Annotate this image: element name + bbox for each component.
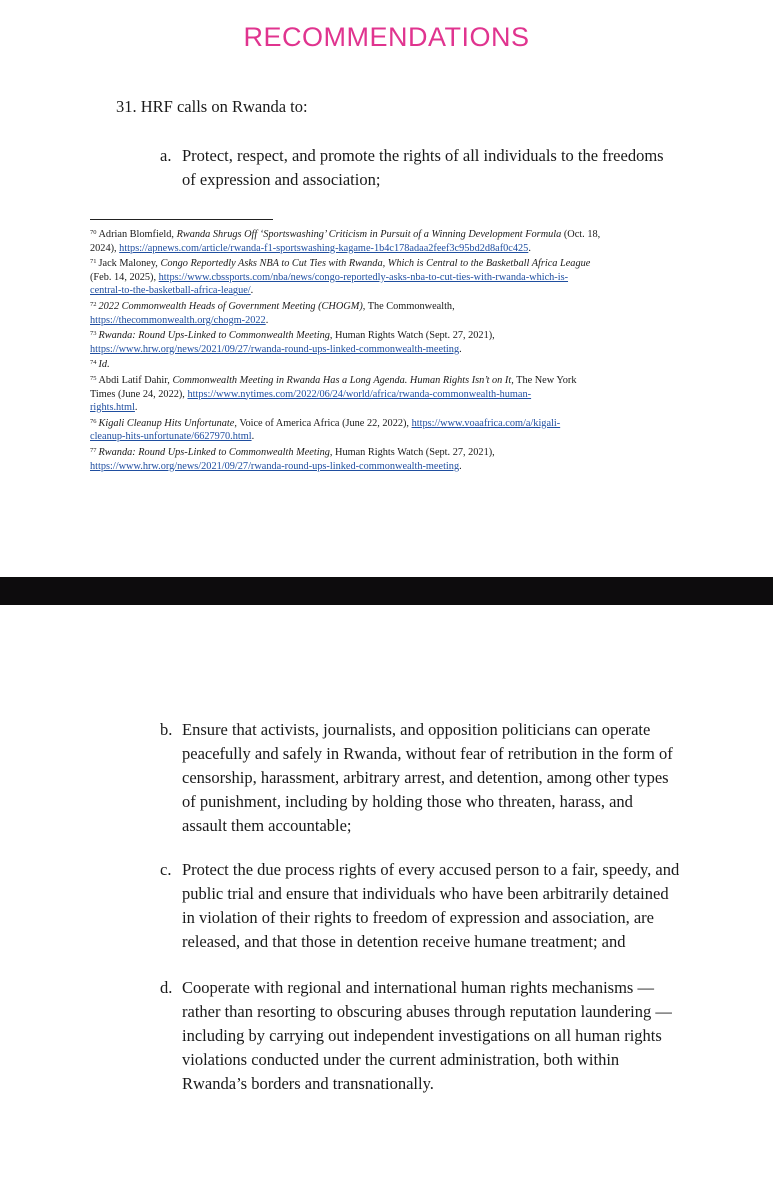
footnote-text: (Oct. 18, bbox=[561, 229, 601, 240]
footnote-76 bbox=[90, 415, 700, 444]
recommendation-d-text bbox=[182, 976, 672, 1096]
footnote-text: , Human Rights Watch (Sept. 27, 2021), bbox=[329, 330, 495, 342]
text-line: peacefully and safely in Rwanda, without fear of retribution in the form of bbox=[182, 744, 673, 763]
footnote-line bbox=[99, 418, 561, 429]
paragraph-31: 31. HRF calls on Rwanda to: bbox=[116, 97, 308, 116]
footnote-line bbox=[99, 229, 601, 240]
footnote-line bbox=[99, 447, 495, 458]
text-line: censorship, harassment, arbitrary arrest, and detention, among other types bbox=[182, 768, 669, 787]
text-line: public trial and ensure that individuals who have been arbitrarily detained bbox=[182, 884, 669, 903]
footnote-74 bbox=[90, 356, 700, 372]
footnote-text: (Feb. 14, 2025), bbox=[90, 271, 159, 283]
recommendation-c-label: c. bbox=[160, 860, 172, 879]
text-line: in violation of their rights to freedom of expression and association, are bbox=[182, 908, 654, 927]
footnote-text: . bbox=[251, 431, 255, 443]
text-line: violations conducted under the current administration, both within bbox=[182, 1050, 620, 1069]
footnote-text: . bbox=[250, 285, 254, 297]
footnote-title: Commonwealth Meeting in Rwanda Has a Long Agenda. Human Rights Isn’t on It bbox=[172, 374, 512, 386]
recommendation-a-label: a. bbox=[160, 146, 172, 165]
footnote-title: Congo Reportedly Asks NBA to Cut Ties with Rwanda, Which is Central to the Basketball Africa League bbox=[160, 258, 591, 270]
footnote-number: 76 bbox=[90, 417, 97, 425]
footnote-link[interactable]: https://www.hrw.org/news/2021/09/27/rwanda-round-ups-linked-commonwealth-meeting bbox=[90, 460, 460, 472]
footnote-text: , The Commonwealth, bbox=[362, 300, 455, 312]
text-line: Cooperate with regional and international human rights mechanisms — bbox=[182, 978, 654, 997]
footnote-number: 73 bbox=[90, 330, 97, 338]
footnote-title: Id. bbox=[98, 359, 110, 371]
footnote-line bbox=[90, 401, 700, 415]
footnote-number: 72 bbox=[90, 300, 97, 308]
footnote-text: Times (June 24, 2022), bbox=[90, 388, 188, 400]
text-line: Ensure that activists, journalists, and opposition politicians can operate bbox=[182, 720, 651, 739]
text-line: Rwanda’s borders and transnationally. bbox=[182, 1074, 434, 1093]
footnote-line bbox=[90, 343, 700, 357]
text-line: Protect, respect, and promote the rights of all individuals to the freedoms bbox=[182, 146, 664, 165]
text-line: assault them accountable; bbox=[182, 816, 352, 835]
footnote-number: 77 bbox=[90, 446, 97, 454]
footnote-title: Kigali Cleanup Hits Unfortunate bbox=[98, 417, 235, 429]
text-line: including by carrying out independent investigations on all human rights bbox=[182, 1026, 662, 1045]
footnote-number: 74 bbox=[90, 359, 97, 367]
footnote-link[interactable]: cleanup-hits-unfortunate/6627970.html bbox=[90, 431, 252, 443]
footnote-line bbox=[99, 258, 591, 269]
footnote-text: . bbox=[134, 402, 138, 414]
footnote-number: 75 bbox=[90, 374, 97, 382]
section-heading: RECOMMENDATIONS bbox=[243, 22, 530, 52]
footnote-link[interactable]: central-to-the-basketball-africa-league/ bbox=[90, 285, 251, 297]
footnote-72 bbox=[90, 298, 700, 327]
footnote-line bbox=[90, 284, 700, 298]
text-line: Protect the due process rights of every accused person to a fair, speedy, and bbox=[182, 860, 680, 879]
footnote-line bbox=[90, 271, 700, 285]
recommendation-b-label: b. bbox=[160, 720, 173, 739]
footnote-text: Jack Maloney, bbox=[98, 258, 161, 270]
text-line: of punishment, including by holding those who threaten, harass, and bbox=[182, 792, 633, 811]
page-divider-band bbox=[0, 577, 773, 605]
footnote-number: 71 bbox=[90, 258, 97, 266]
footnote-title: Rwanda Shrugs Off ‘Sportswashing’ Criticism in Pursuit of a Winning Development Formula bbox=[176, 229, 562, 240]
footnote-line bbox=[99, 330, 495, 341]
footnote-line bbox=[90, 242, 700, 256]
footnote-text: . bbox=[459, 460, 462, 472]
footnote-77 bbox=[90, 444, 700, 473]
footnote-link[interactable]: https://www.cbssports.com/nba/news/congo-reportedly-asks-nba-to-cut-ties-with-rwanda-which-is- bbox=[158, 271, 569, 283]
footnotes bbox=[90, 226, 700, 473]
footnote-71 bbox=[90, 255, 700, 298]
footnote-text: 2024), bbox=[90, 242, 120, 254]
text-line: of expression and association; bbox=[182, 170, 381, 189]
footnote-line bbox=[99, 301, 455, 312]
footnote-text: Abdi Latif Dahir, bbox=[98, 374, 173, 386]
footnote-title: 2022 Commonwealth Heads of Government Meeting (CHOGM) bbox=[98, 300, 363, 312]
footnote-line bbox=[90, 430, 700, 444]
footnote-link[interactable]: rights.html bbox=[90, 402, 135, 414]
footnote-line bbox=[90, 388, 700, 402]
footnote-link[interactable]: https://www.hrw.org/news/2021/09/27/rwanda-round-ups-linked-commonwealth-meeting bbox=[90, 343, 460, 355]
footnote-text: Adrian Blomfield, bbox=[98, 229, 177, 240]
footnote-73 bbox=[90, 327, 700, 356]
footnote-link[interactable]: https://apnews.com/article/rwanda-f1-sportswashing-kagame-1b4c178adaa2feef3c95bd2d8af0c425 bbox=[119, 242, 529, 254]
footnote-text: . bbox=[459, 343, 462, 355]
text-line: released, and that those in detention receive humane treatment; and bbox=[182, 932, 626, 951]
footnote-70 bbox=[90, 226, 700, 255]
footnote-text: . bbox=[265, 314, 269, 326]
footnote-text: , Voice of America Africa (June 22, 2022), bbox=[234, 417, 412, 429]
footnote-link[interactable]: https://www.voaafrica.com/a/kigali- bbox=[411, 417, 561, 429]
footnote-text: , Human Rights Watch (Sept. 27, 2021), bbox=[329, 446, 495, 458]
footnote-line bbox=[99, 375, 577, 386]
footnote-link[interactable]: https://www.nytimes.com/2022/06/24/world/africa/rwanda-commonwealth-human- bbox=[187, 388, 532, 400]
footnote-link[interactable]: https://thecommonwealth.org/chogm-2022 bbox=[90, 314, 266, 326]
footnote-text: . bbox=[528, 242, 531, 254]
footnote-75 bbox=[90, 372, 700, 415]
footnote-line bbox=[90, 460, 700, 474]
footnote-title: Rwanda: Round Ups-Linked to Commonwealth Meeting bbox=[98, 330, 330, 342]
footnote-line bbox=[99, 359, 110, 370]
footnote-title: Rwanda: Round Ups-Linked to Commonwealth Meeting bbox=[98, 446, 330, 458]
recommendation-c-text bbox=[182, 858, 679, 954]
footnote-number: 70 bbox=[90, 229, 97, 236]
recommendation-b-text bbox=[182, 718, 673, 838]
footnote-separator bbox=[90, 219, 273, 220]
recommendation-a-text bbox=[182, 144, 664, 192]
footnote-text: , The New York bbox=[511, 374, 577, 386]
text-line: rather than resorting to obscuring abuses through reputation laundering — bbox=[182, 1002, 672, 1021]
recommendation-d-label: d. bbox=[160, 978, 173, 997]
footnote-line bbox=[90, 314, 700, 328]
